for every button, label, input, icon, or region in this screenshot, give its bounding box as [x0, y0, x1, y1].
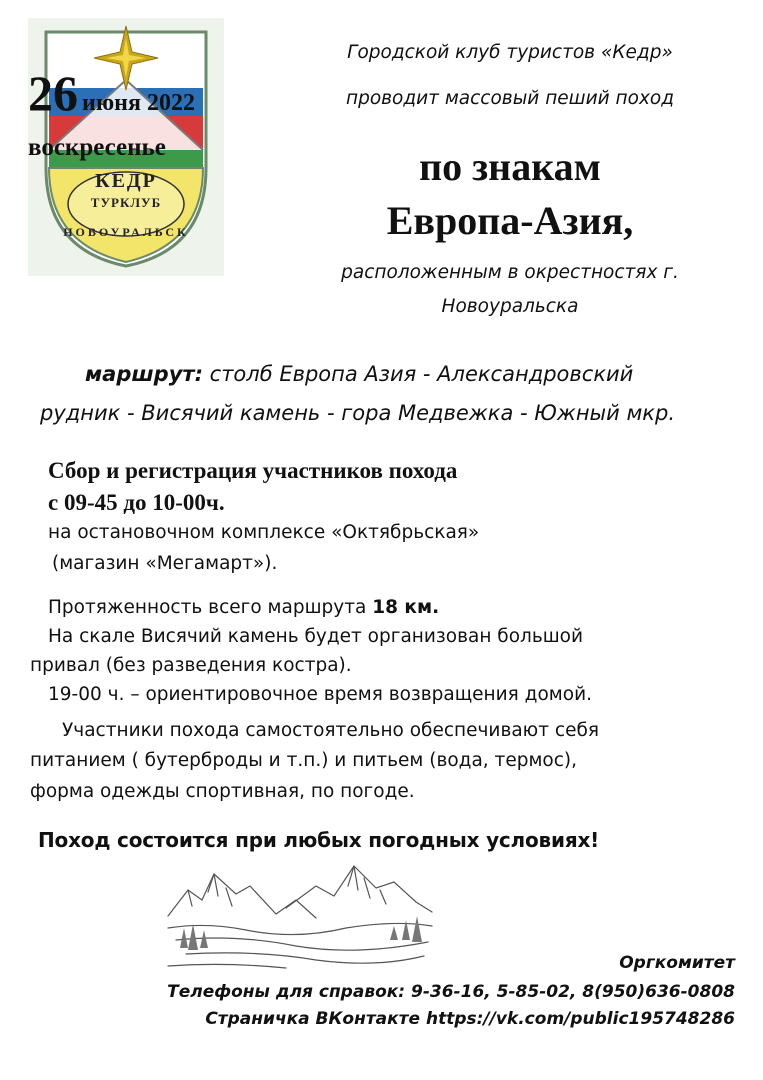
vk-link[interactable]: Страничка ВКонтакте https://vk.com/public195748286	[205, 1009, 735, 1029]
gathering-place-1: на остановочном комплексе «Октябрьская»	[48, 522, 480, 543]
title-line-2: Европа-Азия,	[386, 198, 634, 243]
gathering-line-1: Сбор и регистрация участников похода	[48, 458, 458, 483]
route-line-1	[85, 362, 633, 386]
route-label: маршрут:	[85, 362, 203, 386]
emblem-sub: ТУРКЛУБ	[90, 195, 162, 210]
distance-line	[48, 597, 439, 618]
club-line-1: Городской клуб туристов «Кедр»	[347, 42, 673, 63]
emblem-city: НОВОУРАЛЬСК	[63, 225, 189, 239]
location-line-2: Новоуральска	[441, 296, 579, 317]
event-weekday: воскресенье	[28, 134, 166, 161]
route-text-1: столб Европа Азия - Александровский	[202, 362, 634, 386]
rest-line-2: привал (без разведения костра).	[30, 655, 352, 676]
food-line-3: форма одежды спортивная, по погоде.	[30, 781, 415, 802]
gathering-time: с 09-45 до 10-00ч.	[48, 490, 225, 515]
route-line-2: рудник - Висячий камень - гора Медвежка - Южный мкр.	[40, 401, 675, 425]
distance-value: 18 км.	[372, 597, 440, 618]
date-day: 26	[28, 65, 78, 121]
org-committee: Оргкомитет	[619, 953, 735, 973]
mountains-sketch-illustration	[166, 856, 434, 974]
gathering-place-2: (магазин «Мегамарт»).	[52, 553, 278, 574]
food-line-2: питанием ( бутерброды и т.п.) и питьем (вода, термос),	[30, 750, 578, 771]
food-line-1: Участники похода самостоятельно обеспечивают себя	[62, 720, 600, 741]
event-date	[28, 64, 195, 122]
distance-prefix: Протяженность всего маршрута	[48, 597, 373, 618]
rest-line-1: На скале Висячий камень будет организован большой	[48, 626, 584, 647]
location-line-1: расположенным в окрестностях г.	[341, 262, 679, 283]
weather-note: Поход состоится при любых погодных условиях!	[38, 828, 600, 852]
date-month-year: июня 2022	[82, 90, 195, 116]
phones-line: Телефоны для справок: 9-36-16, 5-85-02, 8(950)636-0808	[167, 982, 735, 1002]
club-line-2: проводит массовый пеший поход	[345, 88, 675, 109]
title-line-1: по знакам	[419, 144, 601, 189]
return-line: 19-00 ч. – ориентировочное время возвращения домой.	[48, 684, 592, 705]
emblem-name: КЕДР	[95, 170, 157, 192]
